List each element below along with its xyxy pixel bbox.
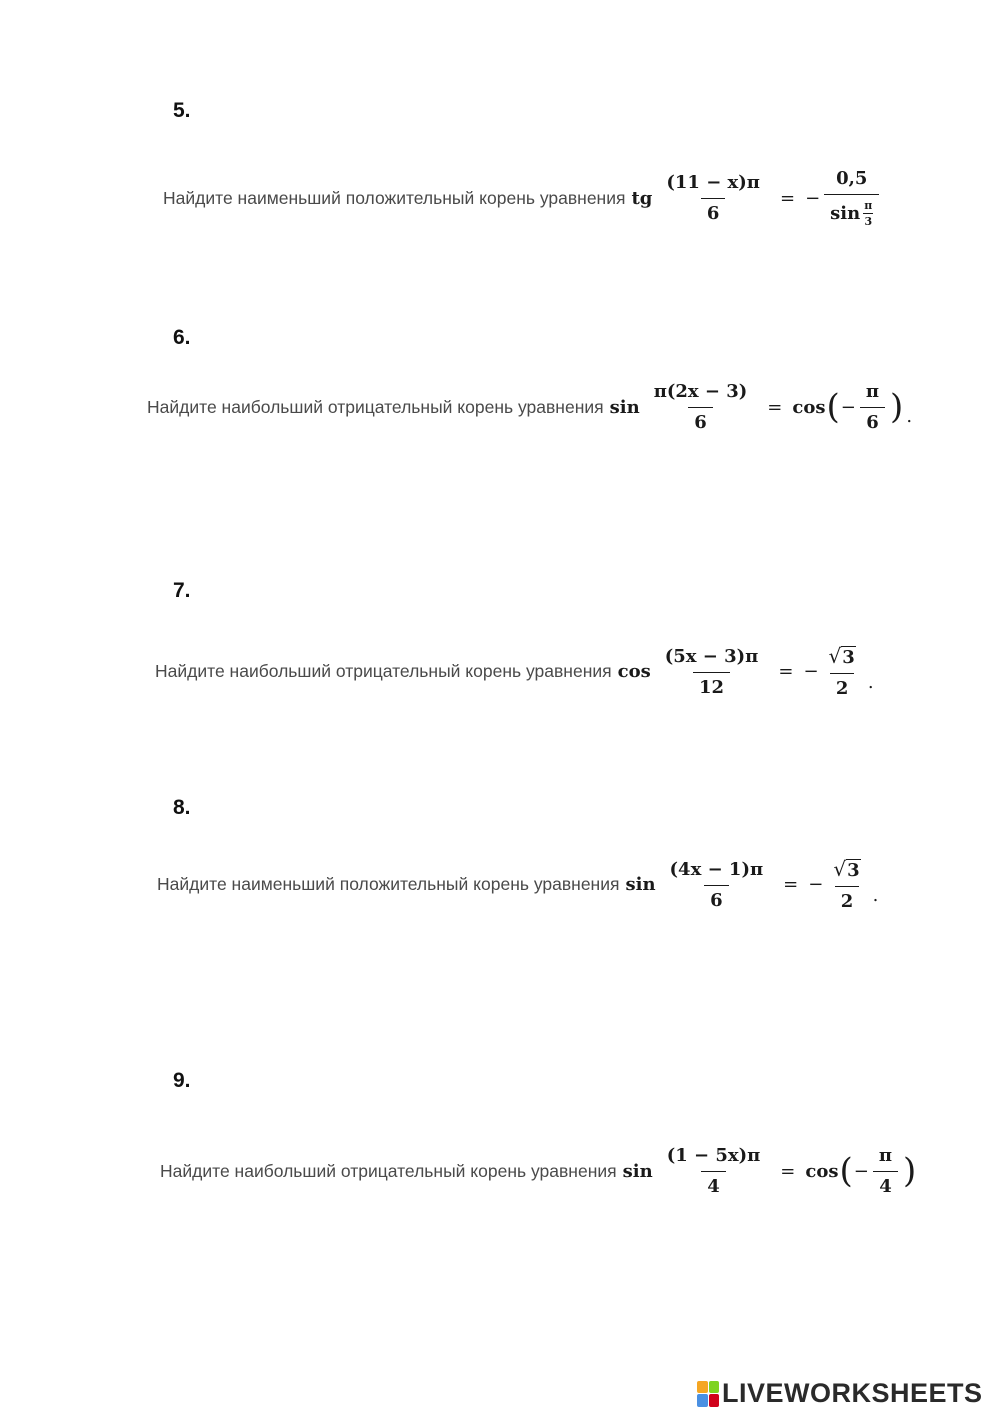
- denominator: 6: [688, 407, 713, 433]
- square-root: [823, 644, 862, 673]
- task-5: [163, 168, 883, 228]
- left-paren: (: [826, 387, 840, 427]
- denominator: 4: [701, 1171, 726, 1197]
- left-paren: (: [839, 1151, 853, 1191]
- small-fraction: [863, 199, 873, 228]
- lhs-fraction: [664, 859, 770, 911]
- task-5-equation: [625, 168, 883, 228]
- equals-sign: =: [783, 874, 799, 895]
- numerator: 0,5: [836, 168, 868, 189]
- logo-mark-icon: [697, 1381, 719, 1407]
- liveworksheets-logo: [697, 1378, 983, 1409]
- denominator: 12: [693, 672, 730, 698]
- denominator: [824, 194, 879, 228]
- denominator: 6: [704, 885, 729, 911]
- equals-sign: =: [779, 187, 796, 209]
- rhs-function: cos: [792, 396, 826, 418]
- lhs-fraction: [659, 646, 765, 698]
- function-name: sin: [625, 874, 656, 895]
- lhs-fraction: [648, 381, 754, 433]
- logo-square: [697, 1394, 708, 1407]
- denominator: 6: [701, 198, 726, 224]
- rhs-fraction: [873, 1145, 898, 1197]
- numerator: (11 − x)π: [666, 172, 760, 193]
- period: .: [867, 672, 874, 693]
- task-9: [160, 1145, 917, 1197]
- radicand: 3: [847, 860, 860, 881]
- task-6: [147, 381, 912, 433]
- square-root: [827, 857, 866, 886]
- task-number-8: 8.: [173, 796, 191, 819]
- right-paren: ): [903, 1151, 917, 1191]
- function-name: cos: [617, 661, 651, 682]
- task-7: [155, 644, 874, 699]
- rhs-fraction: [860, 381, 885, 433]
- task-number-5: 5.: [173, 99, 191, 122]
- denominator-function: sin: [830, 203, 861, 224]
- lhs-fraction: [661, 1145, 767, 1197]
- task-7-equation: [612, 644, 874, 699]
- minus-sign: −: [840, 396, 856, 418]
- period: .: [906, 406, 913, 427]
- function-name: tg: [631, 187, 653, 209]
- rhs-fraction: [824, 168, 879, 228]
- logo-square: [709, 1394, 720, 1407]
- radical-sign: √: [833, 857, 847, 881]
- task-number-7: 7.: [173, 579, 191, 602]
- denominator: 2: [830, 673, 855, 699]
- denominator: 4: [873, 1171, 898, 1197]
- task-6-text: Найдите наибольший отрицательный корень уравнения: [147, 396, 604, 417]
- numerator: π: [865, 381, 880, 402]
- numerator: (5x − 3)π: [664, 645, 759, 667]
- logo-square: [709, 1381, 720, 1394]
- equals-sign: =: [780, 1160, 796, 1182]
- numerator: π: [878, 1145, 893, 1166]
- equals-sign: =: [767, 396, 783, 418]
- equals-sign: =: [778, 661, 794, 682]
- task-8-text: Найдите наименьший положительный корень уравнения: [157, 874, 620, 894]
- task-8: [157, 857, 878, 912]
- radicand: 3: [842, 647, 855, 668]
- task-8-equation: [619, 857, 878, 912]
- minus-sign: −: [805, 187, 821, 209]
- numerator: π(2x − 3): [653, 381, 748, 402]
- task-9-text: Найдите наибольший отрицательный корень уравнения: [160, 1160, 617, 1181]
- denominator: 3: [864, 215, 873, 228]
- right-paren: ): [890, 387, 904, 427]
- function-name: sin: [609, 396, 640, 418]
- rhs-fraction: [823, 644, 862, 699]
- function-name: sin: [622, 1160, 653, 1182]
- denominator: 6: [860, 407, 885, 433]
- minus-sign: −: [803, 661, 819, 682]
- task-7-text: Найдите наибольший отрицательный корень уравнения: [155, 661, 612, 681]
- minus-sign: −: [853, 1160, 869, 1182]
- rhs-fraction: [827, 857, 866, 912]
- logo-text: LIVEWORKSHEETS: [722, 1378, 983, 1408]
- task-6-equation: [604, 381, 912, 433]
- task-9-equation: [617, 1145, 918, 1197]
- denominator: 2: [835, 886, 860, 912]
- numerator: π: [864, 199, 873, 212]
- logo-square: [697, 1381, 708, 1394]
- numerator: (4x − 1)π: [669, 858, 764, 880]
- radical-sign: √: [828, 644, 842, 668]
- lhs-fraction: [660, 172, 766, 224]
- task-5-text: Найдите наименьший положительный корень уравнения: [163, 187, 626, 208]
- task-number-6: 6.: [173, 326, 191, 349]
- task-number-9: 9.: [173, 1069, 191, 1092]
- period: .: [872, 885, 879, 906]
- rhs-function: cos: [805, 1160, 839, 1182]
- minus-sign: −: [808, 874, 824, 895]
- numerator: (1 − 5x)π: [666, 1145, 761, 1166]
